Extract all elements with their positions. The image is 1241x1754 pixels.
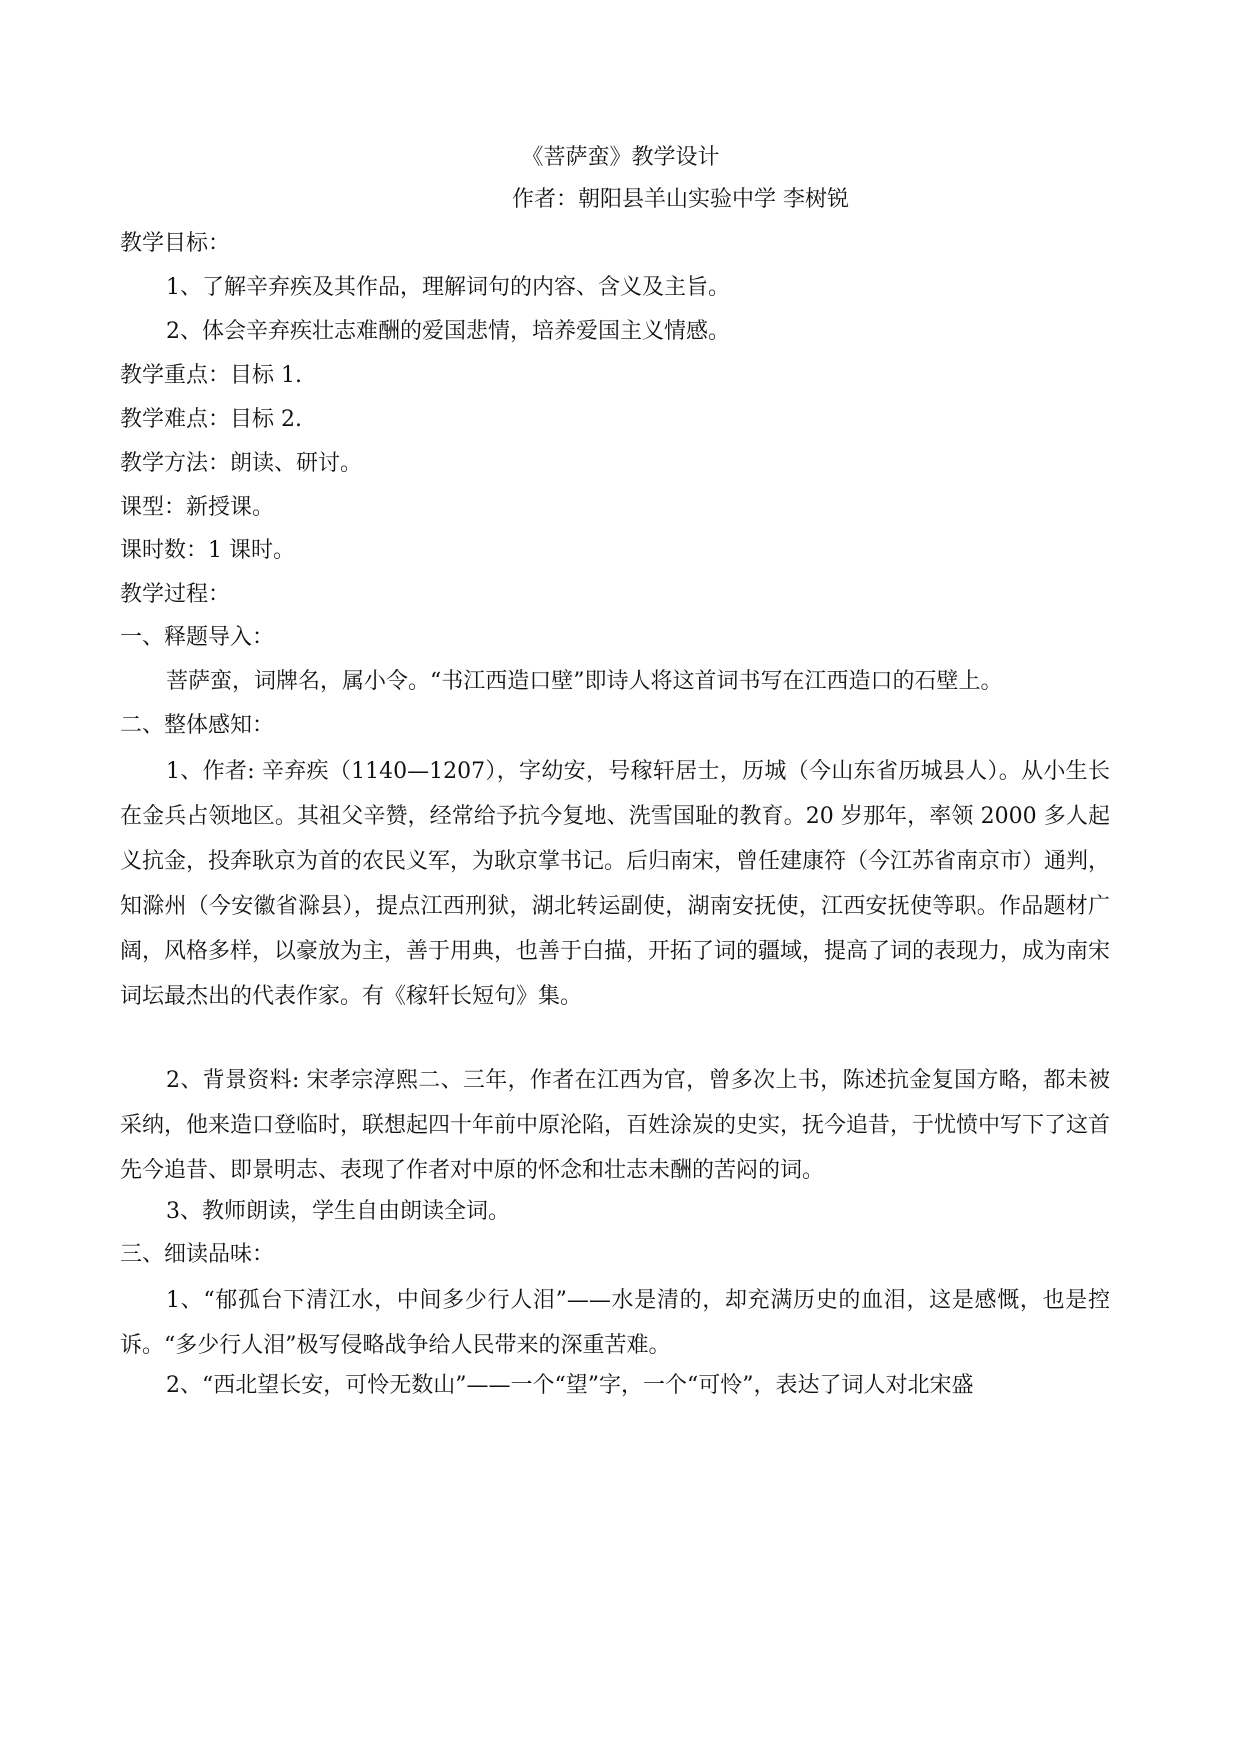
lesson-hours: 课时数：1 课时。 bbox=[120, 538, 295, 563]
paragraph: 1、作者: 辛弃疾（1140—1207），字幼安，号稼轩居士，历城（今山东省历城县人）。从小生长在金兵占领地区。其祖父辛赞，经常给予抗今复地、洗雪国耻的教育。20 岁那年，率领 2000 多人起义抗金，投奔耿京为首的农民义军，为耿京掌书记。后归南宋，曾任建康符（今江苏省南京市）通判，知滁州（今安徽省滁县），提点江西刑狱，湖北转运副使，湖南安抚使，江西安抚使等职。作品题材广阔，风格多样，以豪放为主，善于用典，也善于白描，开拓了词的疆域，提高了词的表现力，成为南宋词坛最杰出的代表作家。有《稼轩长短句》集。 bbox=[120, 759, 1111, 1009]
teaching-method: 教学方法：朗读、研讨。 bbox=[120, 451, 363, 476]
section-heading: 三、细读品味： bbox=[120, 1242, 275, 1267]
document-title: 《菩萨蛮》教学设计 bbox=[521, 145, 720, 170]
paragraph: 3、教师朗读，学生自由朗读全词。 bbox=[166, 1199, 510, 1224]
paragraph: 2、“西北望长安，可怜无数山”——一个“望”字，一个“可怜”，表达了词人对北宋盛 bbox=[166, 1373, 974, 1398]
paragraph: 2、背景资料: 宋孝宗淳熙二、三年，作者在江西为官，曾多次上书，陈述抗金复国方略，都未被采纳，他来造口登临时，联想起四十年前中原沦陷，百姓涂炭的史实，抚今追昔，于忧愤中写下了这首先今追昔、即景明志、表现了作者对中原的怀念和壮志未酬的苦闷的词。 bbox=[120, 1068, 1111, 1183]
process-heading: 教学过程： bbox=[120, 582, 231, 607]
paragraph: 菩萨蛮，词牌名，属小令。“书江西造口壁”即诗人将这首词书写在江西造口的石壁上。 bbox=[166, 669, 1003, 694]
lesson-type: 课型：新授课。 bbox=[120, 495, 275, 520]
difficulty: 教学难点：目标 2. bbox=[120, 407, 302, 432]
section-heading: 一、释题导入： bbox=[120, 625, 275, 650]
goals-heading: 教学目标： bbox=[120, 231, 231, 256]
document-author: 作者：朝阳县羊山实验中学 李树锐 bbox=[512, 187, 849, 212]
goal-item: 2、体会辛弃疾壮志难酬的爱国悲情，培养爱国主义情感。 bbox=[166, 319, 730, 344]
paragraph: 1、“郁孤台下清江水，中间多少行人泪”——水是清的，却充满历史的血泪，这是感慨，也是控诉。“多少行人泪”极写侵略战争给人民带来的深重苦难。 bbox=[120, 1288, 1110, 1358]
key-point: 教学重点：目标 1. bbox=[120, 363, 302, 388]
goal-item: 1、了解辛弃疾及其作品，理解词句的内容、含义及主旨。 bbox=[166, 275, 730, 300]
section-heading: 二、整体感知： bbox=[120, 713, 275, 738]
